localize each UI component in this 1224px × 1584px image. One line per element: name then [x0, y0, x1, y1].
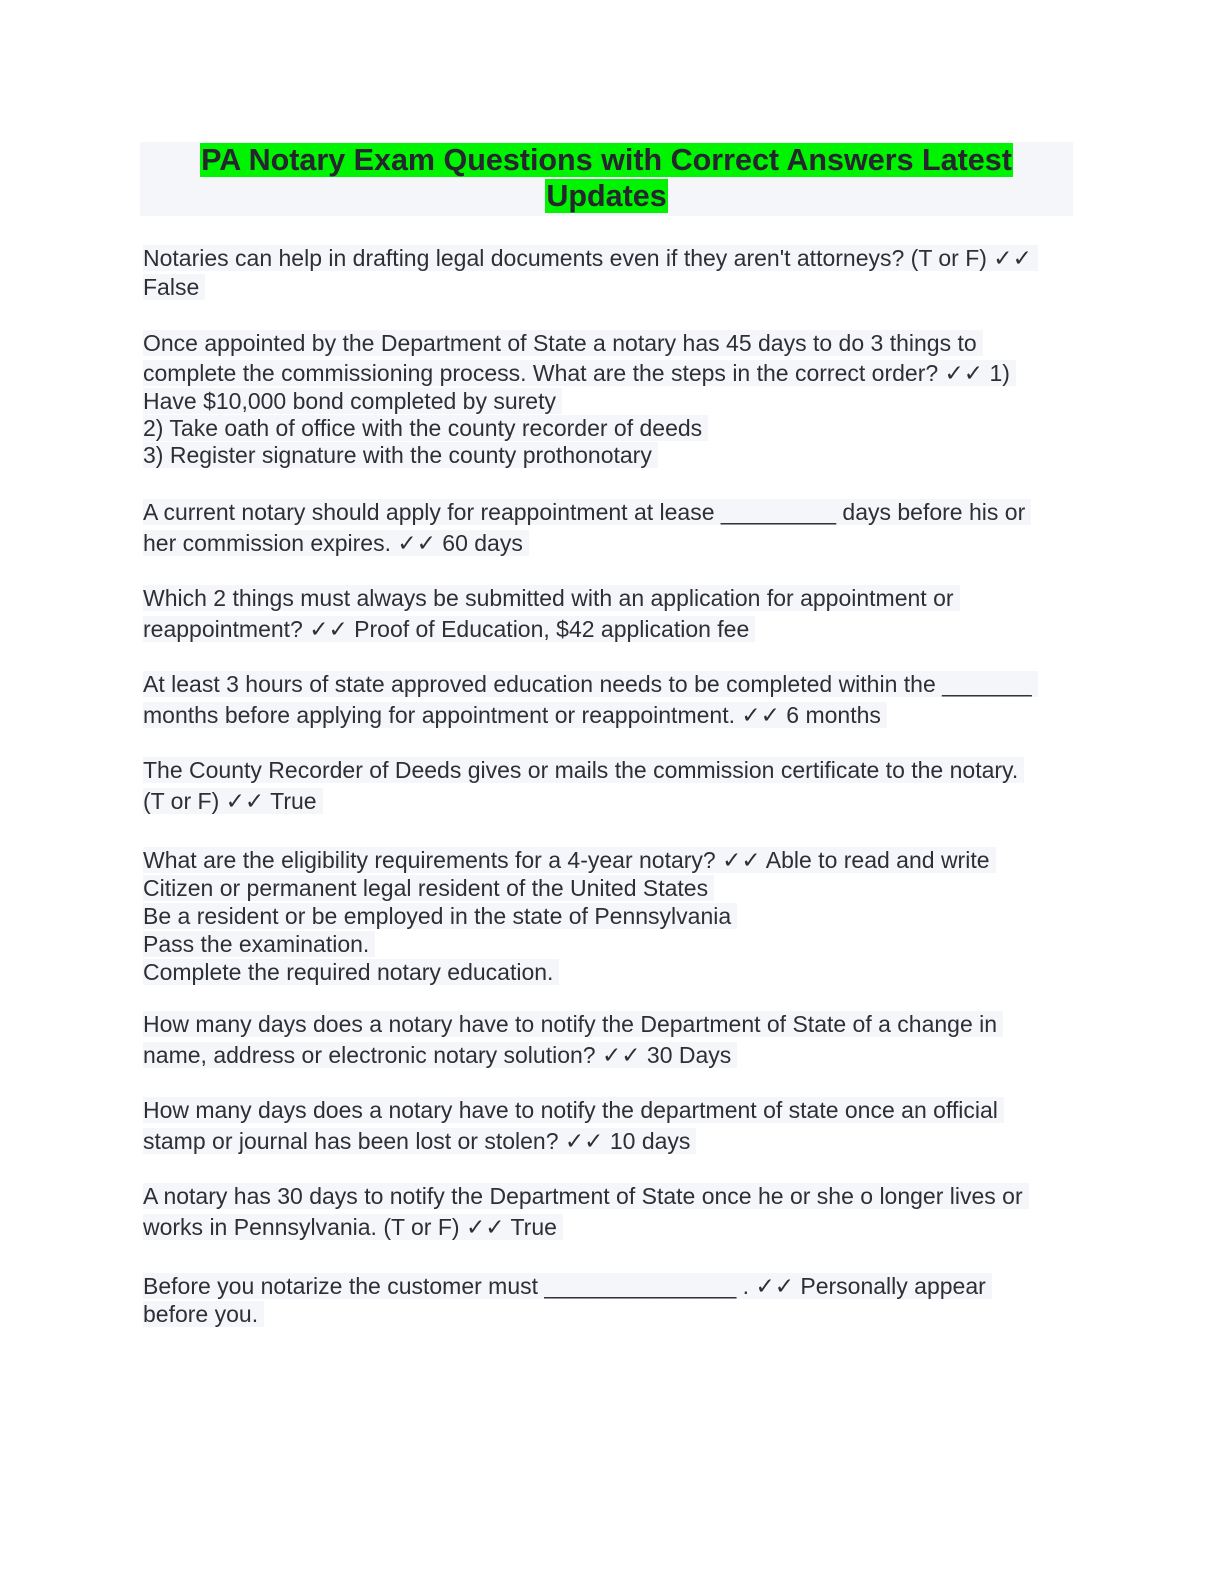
document-title	[140, 142, 1073, 216]
qa-line: What are the eligibility requirements for a 4-year notary? ✓✓ Able to read and write	[143, 846, 1068, 874]
qa-item-5	[143, 669, 1068, 731]
qa-line: Have $10,000 bond completed by surety	[143, 387, 1068, 415]
qa-line: works in Pennsylvania. (T or F) ✓✓ True	[143, 1212, 1068, 1243]
qa-line: How many days does a notary have to notify the department of state once an official	[143, 1095, 1068, 1126]
qa-item-1	[143, 244, 1068, 302]
qa-item-10	[143, 1181, 1068, 1243]
qa-line: 2) Take oath of office with the county recorder of deeds	[143, 415, 1068, 442]
qa-line: before you.	[143, 1300, 1068, 1328]
qa-line: (T or F) ✓✓ True	[143, 786, 1068, 817]
qa-line: The County Recorder of Deeds gives or mails the commission certificate to the notary.	[143, 755, 1068, 786]
qa-line: her commission expires. ✓✓ 60 days	[143, 528, 1068, 559]
qa-line: How many days does a notary have to notify the Department of State of a change in	[143, 1009, 1068, 1040]
title-line-1: PA Notary Exam Questions with Correct Answers Latest	[201, 143, 1012, 177]
qa-line: 3) Register signature with the county prothonotary	[143, 442, 1068, 469]
qa-line: months before applying for appointment or reappointment. ✓✓ 6 months	[143, 700, 1068, 731]
qa-item-2	[143, 328, 1068, 469]
qa-line: False	[143, 273, 1068, 302]
qa-line: Which 2 things must always be submitted with an application for appointment or	[143, 583, 1068, 614]
title-line-2: Updates	[546, 179, 667, 213]
qa-line: reappointment? ✓✓ Proof of Education, $42 application fee	[143, 614, 1068, 645]
qa-line: Once appointed by the Department of State a notary has 45 days to do 3 things to	[143, 328, 1068, 359]
qa-line: complete the commissioning process. What are the steps in the correct order? ✓✓ 1)	[143, 359, 1068, 387]
qa-item-4	[143, 583, 1068, 645]
qa-line: Citizen or permanent legal resident of the United States	[143, 874, 1068, 902]
qa-line: Complete the required notary education.	[143, 958, 1068, 986]
qa-line: stamp or journal has been lost or stolen? ✓✓ 10 days	[143, 1126, 1068, 1157]
qa-line: Be a resident or be employed in the state of Pennsylvania	[143, 902, 1068, 930]
qa-item-7	[143, 846, 1068, 986]
qa-item-9	[143, 1095, 1068, 1157]
qa-item-11	[143, 1272, 1068, 1328]
qa-line: Notaries can help in drafting legal documents even if they aren't attorneys? (T or F) ✓✓	[143, 244, 1068, 273]
qa-line: Pass the examination.	[143, 930, 1068, 958]
qa-line: A notary has 30 days to notify the Department of State once he or she o longer lives or	[143, 1181, 1068, 1212]
qa-item-6	[143, 755, 1068, 817]
qa-line: Before you notarize the customer must _______________ . ✓✓ Personally appear	[143, 1272, 1068, 1300]
qa-line: name, address or electronic notary solution? ✓✓ 30 Days	[143, 1040, 1068, 1071]
qa-item-8	[143, 1009, 1068, 1071]
qa-line: At least 3 hours of state approved education needs to be completed within the _______	[143, 669, 1068, 700]
qa-item-3	[143, 497, 1068, 559]
qa-line: A current notary should apply for reappointment at lease _________ days before his or	[143, 497, 1068, 528]
